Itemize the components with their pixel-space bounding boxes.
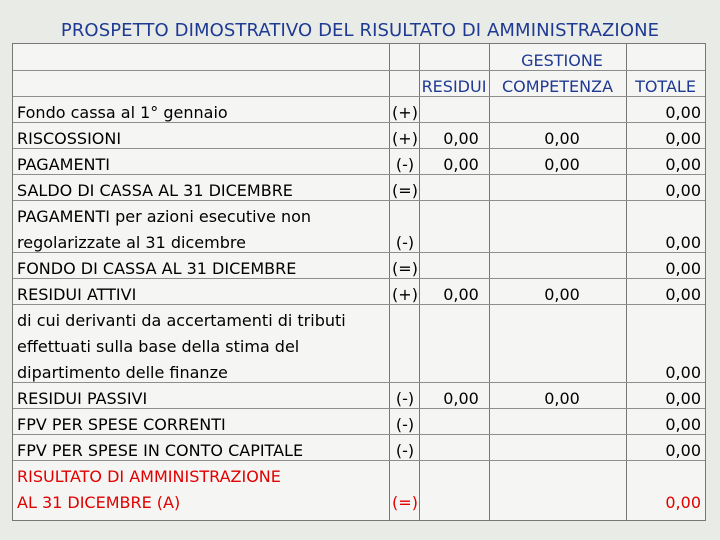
row-sign: (-) bbox=[395, 155, 415, 174]
row-label: di cui derivanti da accertamenti di tributi bbox=[17, 311, 346, 330]
row-totale: 0,00 bbox=[665, 181, 701, 200]
page-title: PROSPETTO DIMOSTRATIVO DEL RISULTATO DI AMMINISTRAZIONE bbox=[60, 20, 660, 41]
row-totale: 0,00 bbox=[665, 363, 701, 382]
result-totale: 0,00 bbox=[665, 493, 701, 512]
row-label: RESIDUI PASSIVI bbox=[17, 389, 148, 408]
result-label: AL 31 DICEMBRE (A) bbox=[17, 493, 181, 512]
row-label: Fondo cassa al 1° gennaio bbox=[17, 103, 228, 122]
row-label: FONDO DI CASSA AL 31 DICEMBRE bbox=[17, 259, 297, 278]
row-totale: 0,00 bbox=[665, 259, 701, 278]
header-totale: TOTALE bbox=[635, 77, 696, 96]
row-totale: 0,00 bbox=[665, 155, 701, 174]
row-totale: 0,00 bbox=[665, 389, 701, 408]
row-label: SALDO DI CASSA AL 31 DICEMBRE bbox=[17, 181, 293, 200]
row-totale: 0,00 bbox=[665, 285, 701, 304]
row-residui: 0,00 bbox=[443, 155, 479, 174]
row-totale: 0,00 bbox=[665, 441, 701, 460]
row-label: FPV PER SPESE IN CONTO CAPITALE bbox=[17, 441, 304, 460]
row-label: PAGAMENTI per azioni esecutive non bbox=[17, 207, 312, 226]
row-label: RISCOSSIONI bbox=[17, 129, 122, 148]
result-label: RISULTATO DI AMMINISTRAZIONE bbox=[17, 467, 281, 486]
row-sign: (+) bbox=[392, 103, 418, 122]
row-label: effettuati sulla base della stima del bbox=[17, 337, 300, 356]
header-residui: RESIDUI bbox=[421, 77, 487, 96]
header-gestione: GESTIONE bbox=[521, 51, 603, 70]
result-sign: (=) bbox=[392, 493, 418, 512]
row-sign: (-) bbox=[395, 233, 415, 252]
row-competenza: 0,00 bbox=[544, 155, 580, 174]
row-residui: 0,00 bbox=[443, 285, 479, 304]
result-table bbox=[12, 43, 706, 521]
row-sign: (+) bbox=[392, 285, 418, 304]
row-totale: 0,00 bbox=[665, 129, 701, 148]
row-label: RESIDUI ATTIVI bbox=[17, 285, 137, 304]
row-competenza: 0,00 bbox=[544, 389, 580, 408]
row-totale: 0,00 bbox=[665, 103, 701, 122]
row-label: regolarizzate al 31 dicembre bbox=[17, 233, 246, 252]
row-sign: (=) bbox=[392, 181, 418, 200]
header-competenza: COMPETENZA bbox=[501, 77, 614, 96]
row-residui: 0,00 bbox=[443, 129, 479, 148]
row-label: PAGAMENTI bbox=[17, 155, 111, 174]
row-sign: (-) bbox=[395, 389, 415, 408]
row-totale: 0,00 bbox=[665, 415, 701, 434]
row-sign: (+) bbox=[392, 129, 418, 148]
row-competenza: 0,00 bbox=[544, 129, 580, 148]
row-sign: (=) bbox=[392, 259, 418, 278]
row-totale: 0,00 bbox=[665, 233, 701, 252]
row-sign: (-) bbox=[395, 441, 415, 460]
row-residui: 0,00 bbox=[443, 389, 479, 408]
row-competenza: 0,00 bbox=[544, 285, 580, 304]
row-sign: (-) bbox=[395, 415, 415, 434]
row-label: FPV PER SPESE CORRENTI bbox=[17, 415, 226, 434]
row-label: dipartimento delle finanze bbox=[17, 363, 228, 382]
